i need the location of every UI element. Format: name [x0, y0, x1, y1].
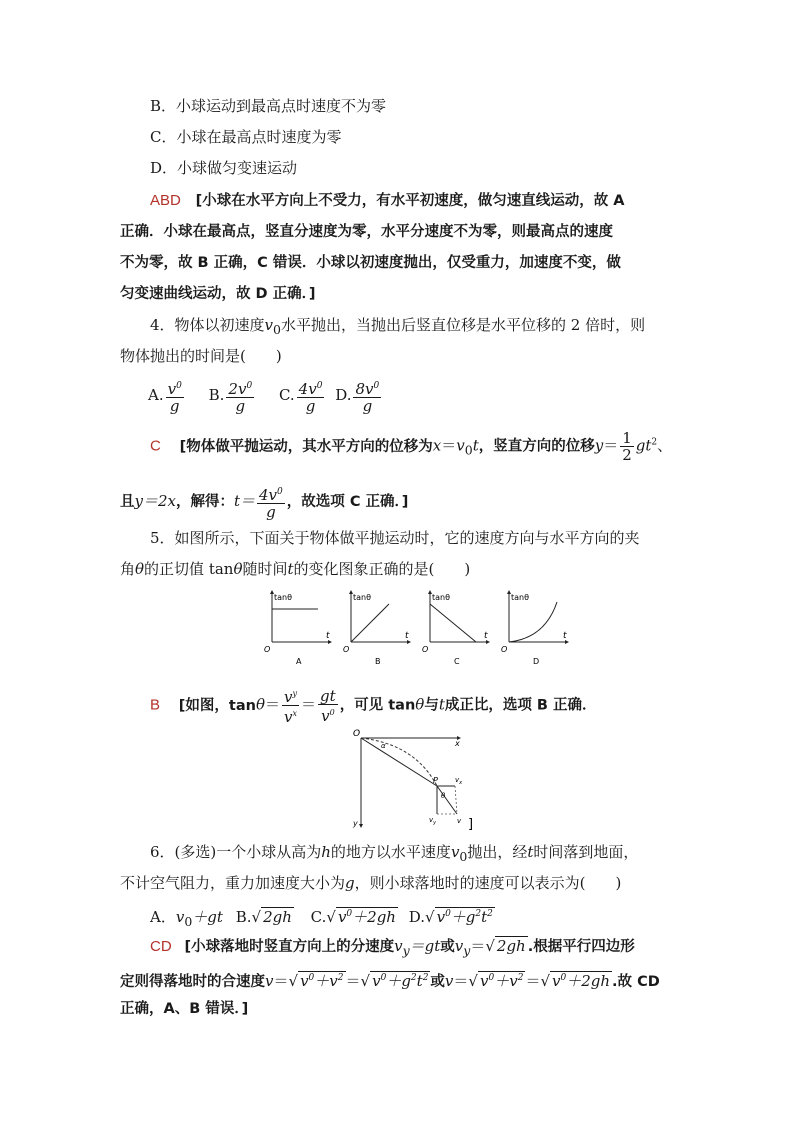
graph-D-origin: O — [501, 645, 508, 654]
q3-explanation-line-3: 不为零，故 B 正确，C 错误．小球以初速度抛出，仅受重力，加速度不变，做 — [120, 255, 621, 271]
graph-C-origin: O — [422, 645, 429, 654]
point-label: P — [433, 776, 438, 785]
q6-options: A．$v_0+gt$ B.√ 2gh C.√ $v^0+2gh$ D.√ $v^0+g^2t^2$ — [150, 908, 493, 929]
q5-explanation: B [如图，tanθ＝ $\frac{v^y}{v^x}$ ＝ $\frac{gt}{v^0}$ ，可见 tanθ与t成正比，选项 B 正确． — [150, 686, 597, 726]
projectile-diagram — [345, 724, 485, 834]
answer-label: ABD — [150, 192, 181, 209]
graph-A-x-label: t — [326, 631, 330, 641]
q5-stem-line-1: 5．如图所示，下面关于物体做平抛运动时，它的速度方向与水平方向的夹 — [150, 529, 640, 547]
q3-explanation-line-4: 匀变速曲线运动，故 D 正确．] — [120, 286, 316, 302]
alpha-label: α — [381, 742, 386, 750]
graph-A-option-label: A — [296, 657, 302, 666]
x-axis-label: x — [455, 739, 460, 748]
graph-D-y-label: tanθ — [511, 593, 530, 602]
graph-D-option-label: D — [533, 657, 540, 666]
graph-B-origin: O — [343, 645, 350, 654]
option-c: C．小球在最高点时速度为零 — [150, 128, 342, 146]
theta-label: θ — [441, 792, 446, 800]
q4-option-a: $\frac{v^0}{g}$ — [167, 380, 182, 415]
graph-A-origin: O — [264, 645, 271, 654]
q6-explanation-line-3: 正确，A、B 错误．] — [120, 1001, 249, 1017]
vx-label: $v_x$ — [455, 776, 463, 786]
q5-graph-options — [260, 588, 580, 670]
q4-options: A. $\frac{v^0}{g}$ B. $\frac{2v^0}{g}$ C. $\frac{4v^0}{g}$ D. $\frac{8v^0}{g}$ — [148, 380, 380, 415]
q4-option-c: $\frac{4v^0}{g}$ — [298, 380, 323, 415]
graph-B-option-label: B — [375, 657, 381, 666]
q6-stem-line-2: 不计空气阻力，重力加速度大小为g，则小球落地时的速度可以表示为( ) — [120, 874, 622, 892]
graph-B-y-label: tanθ — [353, 593, 372, 602]
graph-B-x-label: t — [405, 631, 409, 641]
graph-B-curve — [351, 604, 389, 642]
v-label: v — [457, 817, 462, 825]
velocity-vector — [437, 786, 457, 814]
displacement-line — [361, 738, 437, 786]
graph-A-y-label: tanθ — [274, 593, 293, 602]
graph-C-y-label: tanθ — [432, 593, 451, 602]
parallelogram-side — [455, 786, 457, 814]
graph-C-curve — [430, 604, 476, 642]
option-b: B．小球运动到最高点时速度不为零 — [150, 97, 387, 115]
option-d: D．小球做匀变速运动 — [150, 159, 298, 177]
graph-C-x-label: t — [484, 631, 488, 641]
y-axis-label: y — [353, 819, 358, 828]
q4-explanation-line-1: C [物体做平抛运动，其水平方向的位移为$x=v_0t$，竖直方向的位移y＝ $\frac{1}{2}$ $gt^2$、 — [150, 429, 673, 464]
q4-explanation-line-2: 且y＝2x，解得：t＝ $\frac{4v^0}{g}$ ，故选项 C 正确．] — [120, 486, 409, 521]
graph-D-curve — [509, 602, 557, 642]
vy-label: $v_y$ — [429, 816, 437, 826]
q4-stem-line-1: 4．物体以初速度$v_0$水平抛出，当抛出后竖直位移是水平位移的 2 倍时，则 — [150, 316, 646, 337]
closing-bracket: ] — [468, 817, 474, 832]
q6-explanation-line-1: CD [小球落地时竖直方向上的分速度$v_y=gt$或$v_y=√$ 2gh .根据平行四边形 — [150, 937, 635, 958]
q4-option-b: $\frac{2v^0}{g}$ — [228, 380, 253, 415]
q5-stem-line-2: 角θ的正切值 tanθ随时间t的变化图象正确的是( ) — [120, 560, 471, 578]
q6-explanation-line-2: 定则得落地时的合速度v＝√ $v^0+v^2$ ＝√ $v^0+g^2t^2$ 或v＝√ $v^0+v^2$ ＝√ $v^0+2gh$ .故 CD — [120, 972, 660, 990]
q3-explanation-line-2: 正确．小球在最高点，竖直分速度为零，水平分速度不为零，则最高点的速度 — [120, 224, 613, 240]
graph-D-x-label: t — [563, 631, 567, 641]
q6-stem-line-1: 6．(多选)一个小球从高为h的地方以水平速度$v_0$抛出，经t时间落到地面， — [150, 843, 639, 864]
graph-C-option-label: C — [454, 657, 460, 666]
origin-label: O — [353, 729, 361, 739]
q4-stem-line-2: 物体抛出的时间是( ) — [120, 347, 282, 365]
q3-explanation-line-1: ABD [小球在水平方向上不受力，有水平初速度，做匀速直线运动，故 A — [150, 192, 625, 209]
q4-option-d: $\frac{8v^0}{g}$ — [355, 380, 380, 415]
y-axis-arrow — [359, 824, 363, 828]
